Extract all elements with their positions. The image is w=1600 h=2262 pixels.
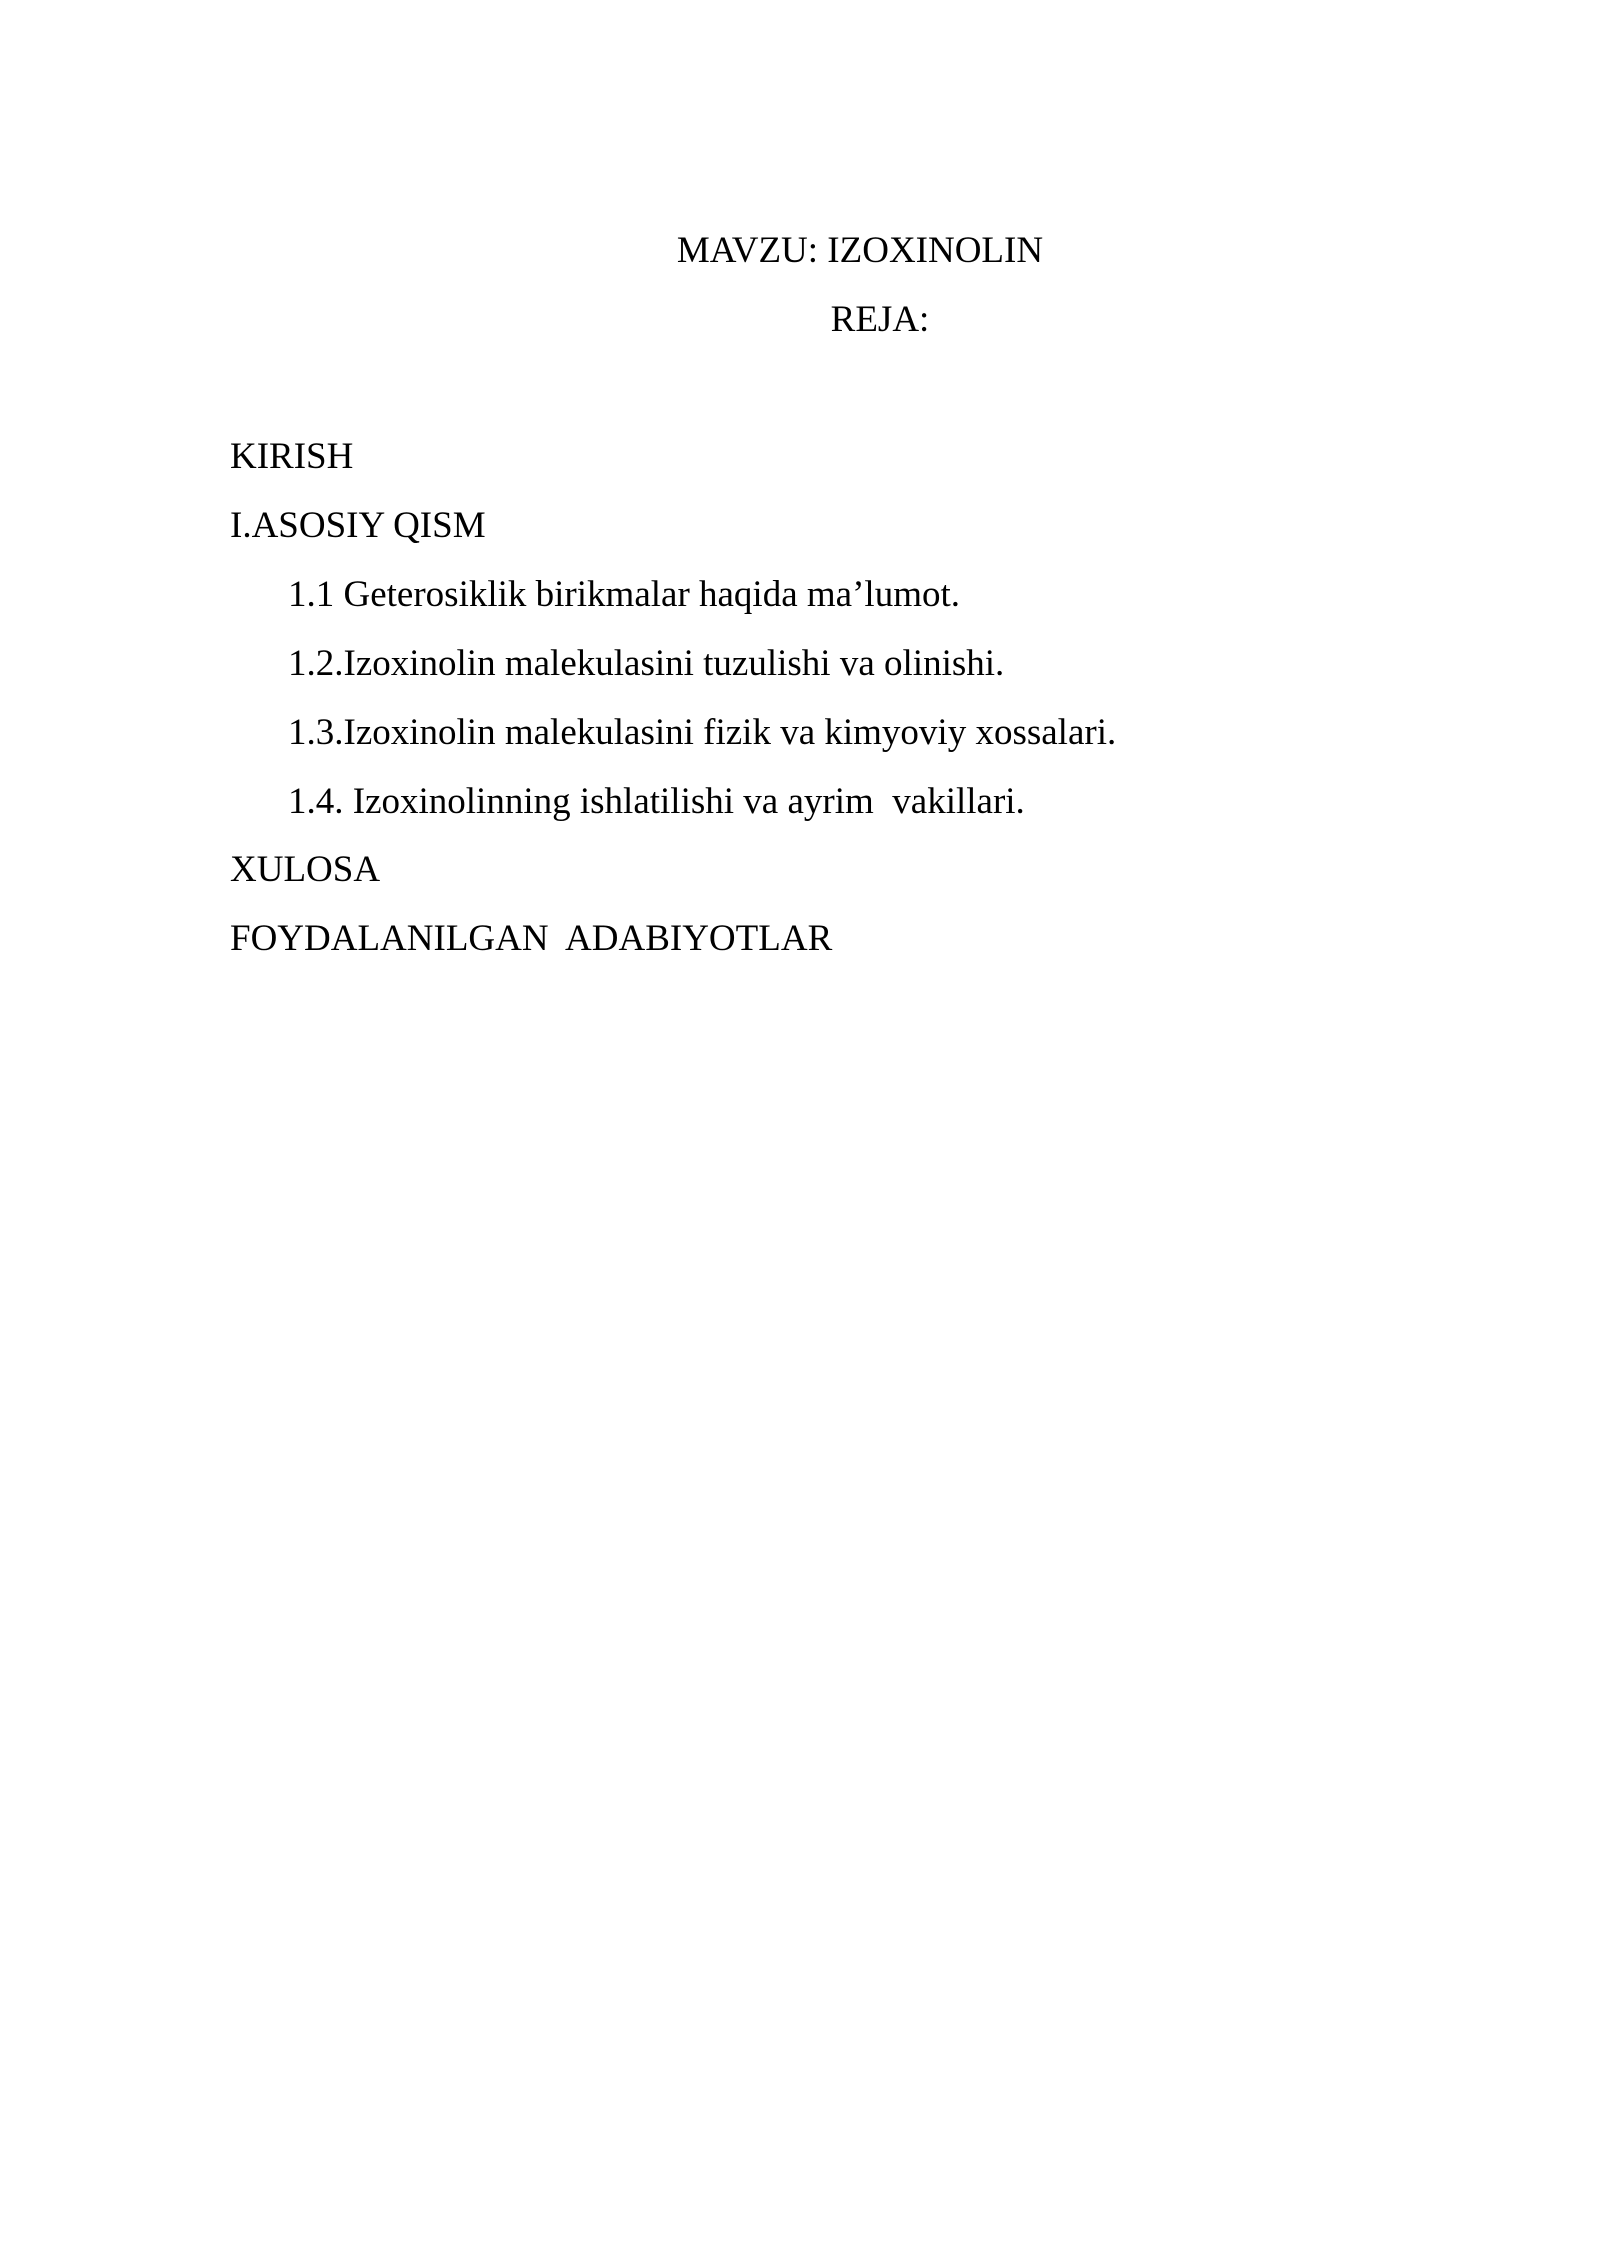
- toc-subitem-1-3: 1.3.Izoxinolin malekulasini fizik va kimyoviy xossalari.: [288, 712, 1117, 753]
- toc-item-conclusion: XULOSA: [230, 849, 381, 890]
- plan-heading: REJA:: [830, 299, 930, 340]
- toc-subitem-1-1: 1.1 Geterosiklik birikmalar haqida ma’lumot.: [288, 574, 960, 615]
- toc-item-introduction: KIRISH: [230, 436, 354, 477]
- toc-subitem-1-4: 1.4. Izoxinolinning ishlatilishi va ayrim vakillari.: [288, 781, 1025, 822]
- toc-item-main-part: I.ASOSIY QISM: [230, 505, 486, 546]
- toc-subitem-1-2: 1.2.Izoxinolin malekulasini tuzulishi va olinishi.: [288, 643, 1005, 684]
- document-title: MAVZU: IZOXINOLIN: [676, 230, 1044, 271]
- toc-item-references: FOYDALANILGAN ADABIYOTLAR: [230, 918, 833, 959]
